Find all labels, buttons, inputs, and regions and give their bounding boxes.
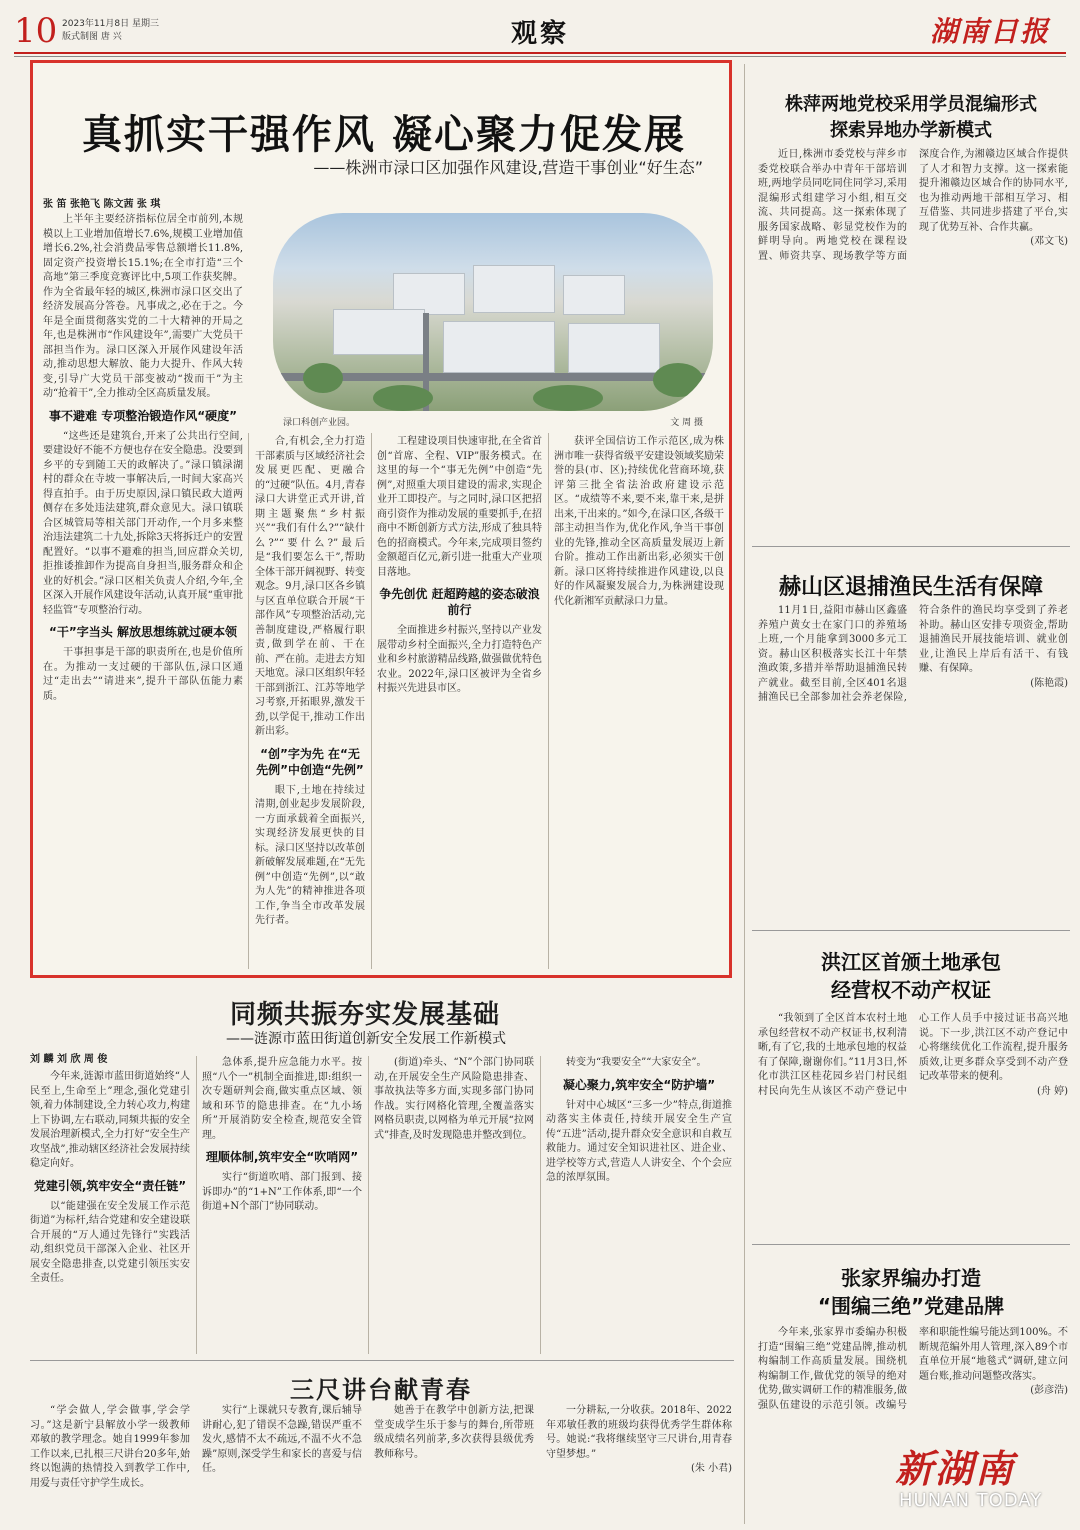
lead-col1-body: “这些还是建筑台,开来了公共出行空间,要建设好不能不方便也存在安全隐患。没要到乡平的专到随工天的政解决了。”渌口镇渌湖村的群众在寺坡一事解决后,一时间大家高兴得直拍手。由于历史原因,渌口镇民政大道两侧存在多处违法建筑,群众意见大。渌口镇联合区城管局等相关部门开动作,一个月多来整治违法建筑二十九处,拆除3天将拆迁户的安置配置好。“以事不避难的担当,回应群众关切,拒推诿推卸作为提高自身担当,服务群众和企业的好机会。”渌口区相关负责人介绍,今年,全区深入开展作风建设年活动,认真开展“重审批轻监管”专项整治行动。 bbox=[43, 430, 243, 616]
column-divider bbox=[540, 1056, 541, 1354]
lead-col3-subhead: 争先创优 赶超跨越的姿态破浪前行 bbox=[379, 587, 540, 617]
story-lianyuan-subhead-1: 党建引领,筑牢安全“责任链” bbox=[33, 1178, 187, 1193]
hunan-today-watermark bbox=[895, 1438, 1075, 1528]
lead-headline: 真抓实干强作风 凝心聚力促发展 bbox=[82, 112, 686, 158]
column-divider bbox=[371, 433, 372, 969]
story-zhuping-title-2: 探索异地办学新模式 bbox=[830, 120, 992, 141]
story-teacher-author: (朱 小君) bbox=[691, 1463, 732, 1474]
lead-col2-body: 合,有机会,全力打造干部素质与区域经济社会发展更匹配、更融合的“过硬”队伍。4月,青春渌口大讲堂正式开讲,首期主题聚焦“乡村振兴”“我们有什么?”“缺什么?”“要什么?”最后是“我们要怎么干”,帮助全体干部开阔视野、转变观念。9月,渌口区各乡镇与区直单位联合开展“干部作风”专项整治活动,完善制度建设,严格履行职责,做到学在前、干在前、严在前。走进去方知天地宽。渌口区组织年轻干部到浙江、江苏等地学习考察,开拓眼界,激发干劲,以学促干,推动工作出新出彩。 bbox=[255, 436, 365, 737]
story-hongjiang-text: “我领到了全区首本农村土地承包经营权不动产权证书,权利清晰,有了它,我的土地承包地的权益有了保障,谢谢你们。”11月3日,怀化市洪江区桂花园乡岩门村民组村民向先生从该区不动产登记中心工作人员手中接过证书高兴地说。下一步,洪江区不动产登记中心将继续优化工作流程,提升服务质效,让更多群众享受到不动产登记改革带来的便利。 bbox=[758, 1013, 1068, 1097]
lead-col1-intro: 上半年主要经济指标位居全市前列,本规模以上工业增加值增长7.6%,规模工业增加值增长6.2%,社会消费品零售总额增长11.8%,固定资产投资增长15.1%;在全市打造“三个高地”第三季度竞赛评比中,5项工作获奖牌。作为全省最年轻的城区,株洲市渌口区交出了经济发展高分答卷。凡事成之,必在于之。今年是全面贯彻落实党的二十大精神的开局之年,也是株洲市“作风建设年”,需要广大党员干部担当作为。渌口区深入开展作风建设年活动,推动思想大解放、能力大提升、作风大转变,引导广大党员干部变被动“拨而干”为主动“抢着干”,全力推动全区高质量发展。 bbox=[43, 214, 243, 399]
story-zhangjiajie-author: (彭彦浩) bbox=[1030, 1385, 1068, 1396]
lead-col1-tail: 干事担事是干部的职责所在,也是价值所在。为推动一支过硬的干部队伍,渌口区通过“走出去”“请进来”,提升干部队伍能力素质。 bbox=[43, 647, 243, 702]
lead-byline: 张 笛 张艳飞 陈文茜 张 琪 bbox=[43, 199, 161, 210]
story-lianyuan-headline: 同频共振夯实发展基础 bbox=[230, 1000, 501, 1030]
page-column-divider bbox=[744, 64, 745, 1524]
story-lianyuan-col4-body-2: 针对中心城区“三多一少”特点,街道推动落实主体责任,持续开展安全生产宣传“五进”活动,提升群众安全意识和自救互救能力。通过安全知识进社区、进企业、进学校等方式,营造人人讲安全、个个会应急的浓厚氛围。 bbox=[546, 1099, 732, 1183]
header-rule bbox=[14, 52, 1066, 54]
section-name: 观察 bbox=[510, 19, 569, 49]
issue-date: 2023年11月8日 星期三 bbox=[62, 19, 159, 29]
page-header bbox=[0, 0, 1080, 56]
lead-col2-subhead: “创”字为先 在“无先例”中创造“先例” bbox=[256, 746, 364, 777]
story-zhuping-author: (邓文飞) bbox=[1030, 236, 1068, 247]
story-lianyuan-byline: 刘 麟 刘 欣 周 俊 bbox=[30, 1054, 108, 1065]
story-zhangjiajie-title-2: “围编三绝”党建品牌 bbox=[817, 1294, 1005, 1318]
story-hongjiang-headline bbox=[752, 948, 1070, 1004]
story-teacher-col2-text: 实行“上课就只专教育,课后辅导讲耐心,犯了错误不急躁,错误严重不发火,感情不太不疏远,不温不火不急躁”原则,深受学生和家长的喜爱与信任。 bbox=[202, 1405, 362, 1474]
story-heshan-text: 11月1日,益阳市赫山区鑫盛养殖户黄女士在家门口的养殖场上班,一个月能拿到3000多元工资。赫山区积极落实长江十年禁渔政策,多措并举帮助退捕渔民转产就业。截至目前,全区401名退捕渔民已全部参加社会养老保险,符合条件的渔民均享受到了养老补助。赫山区安排专项资金,帮助退捕渔民开展技能培训、就业创业,让渔民上岸后有活干、有钱赚、有保障。 bbox=[758, 605, 1068, 703]
lead-column-2 bbox=[255, 435, 365, 971]
story-zhangjiajie-headline bbox=[752, 1264, 1070, 1320]
story-zhangjiajie-title-1: 张家界编办打造 bbox=[841, 1266, 981, 1290]
story-teacher-col-4 bbox=[546, 1404, 732, 1522]
story-divider bbox=[752, 930, 1070, 931]
story-zhuping-headline bbox=[752, 92, 1070, 144]
story-divider bbox=[752, 546, 1070, 547]
story-lianyuan-col2-body-2: 实行“街道吹哨、部门报到、接诉即办”的“1+N”工作体系,即“一个街道+N个部门”协同联动。 bbox=[202, 1172, 362, 1212]
column-divider bbox=[368, 1056, 369, 1354]
story-teacher-col-1 bbox=[30, 1404, 190, 1522]
lead-column-1 bbox=[43, 213, 243, 971]
story-teacher-col-2 bbox=[202, 1404, 362, 1522]
issue-meta bbox=[62, 18, 182, 44]
story-lianyuan-subheadline: ——涟源市蓝田街道创新安全发展工作新模式 bbox=[226, 1031, 506, 1047]
lead-column-3 bbox=[377, 435, 542, 971]
photo-credit: 文 周 摄 bbox=[670, 418, 703, 428]
story-hongjiang-title-2: 经营权不动产权证 bbox=[831, 978, 991, 1002]
watermark-english: HUNAN TODAY bbox=[899, 1490, 1043, 1511]
story-zhuping-title-1: 株萍两地党校采用学员混编形式 bbox=[785, 94, 1037, 115]
story-teacher-col4-text: 一分耕耘,一分收获。2018年、2022年邓敏任教的班级均获得优秀学生群体称号。她说:“我将继续坚守三尺讲台,用青春守望梦想。” bbox=[546, 1405, 732, 1460]
photo-caption bbox=[283, 415, 703, 428]
watermark-chinese: 新湖南 bbox=[895, 1447, 1016, 1491]
column-divider bbox=[248, 433, 249, 969]
lead-article bbox=[30, 60, 732, 978]
story-lianyuan-col4-body: 转变为“我要安全”“大家安全”。 bbox=[566, 1057, 707, 1068]
column-divider bbox=[548, 433, 549, 969]
story-lianyuan-col3-body: (街道)牵头、“N”个部门协同联动,在开展安全生产风险隐患排查、事故执法等多方面,实现多部门协同作战。实行网格化管理,全覆盖落实网格员职责,以网格为单元开展“拉网式”排查,及时发现隐患并整改到位。 bbox=[374, 1057, 534, 1141]
story-hongjiang-body bbox=[758, 1012, 1068, 1236]
story-teacher-headline: 三尺讲台献青春 bbox=[290, 1376, 472, 1404]
story-teacher-col-3 bbox=[374, 1404, 534, 1522]
story-lianyuan-subhead-3: 凝心聚力,筑牢安全“防护墙” bbox=[562, 1077, 716, 1092]
story-zhuping-text: 近日,株洲市委党校与萍乡市委党校联合举办中青年干部培训班,两地学员同吃同住同学习,采用混编形式组建学习小组,相互交流、共同提高。这一探索体现了服务国家战略、彰显党校作为的鲜明导向。两地党校在课程设置、师资共享、现场教学等方面深度合作,为湘赣边区域合作提供了人才和智力支撑。这一探索能提升湘赣边区域合作的协同水平,也为推动两地干部相互学习、相互借鉴、共同进步搭建了平台,实现了优势互补、合作共赢。 bbox=[758, 149, 1068, 262]
column-divider bbox=[196, 1056, 197, 1354]
story-heshan-headline: 赫山区退捕渔民生活有保障 bbox=[778, 575, 1043, 600]
lead-col1-subhead-1: 事不避难 专项整治锻造作风“硬度” bbox=[49, 408, 237, 423]
photo-caption-text: 渌口科创产业园。 bbox=[283, 418, 356, 428]
lead-col1-subhead-2: “干”字当头 解放思想练就过硬本领 bbox=[49, 625, 237, 639]
lead-column-4 bbox=[554, 435, 724, 971]
story-lianyuan-col2-body: 急体系,提升应急能力水平。按照“八个一”机制全面推进,即:组织一次专题研判会商,做实重点区域、领域和环节的隐患排查。在“九小场所”开展消防安全检查,规范安全管理。 bbox=[202, 1057, 362, 1141]
story-divider bbox=[752, 1244, 1070, 1245]
page-number: 10 bbox=[14, 11, 58, 51]
story-zhuping-body bbox=[758, 148, 1068, 536]
story-hongjiang-title-1: 洪江区首颁土地承包 bbox=[821, 950, 1001, 974]
story-lianyuan-col-1 bbox=[30, 1070, 190, 1354]
story-heshan-author: (陈艳霞) bbox=[1030, 677, 1068, 689]
story-heshan-body bbox=[758, 604, 1068, 920]
story-lianyuan-col-2 bbox=[202, 1056, 362, 1354]
story-lianyuan-subhead-2: 理顺体制,筑牢安全“吹哨网” bbox=[205, 1150, 359, 1164]
lead-col2-body-2: 眼下,土地在持续过清期,创业起步发展阶段,一方面承载着全面振兴,实现经济发展更快的目标。渌口区坚持以改革创新破解发展难题,在“无先例”中创造“先例”,以“敢为人先”的精神推进各项工作,争当全市改革发展先行者。 bbox=[255, 784, 365, 926]
story-teacher-col3-text: 她善于在教学中创新方法,把课堂变成学生乐于参与的舞台,所带班级成绩名列前茅,多次获得县级优秀教师称号。 bbox=[374, 1405, 534, 1460]
header-rule-thin bbox=[14, 56, 1066, 57]
story-lianyuan-col1-body: 以“能建强在安全发展工作示范街道”为标杆,结合党建和安全建设联合开展的“万人通过先锋行”实践活动,组织党员干部深入企业、社区开展安全隐患排查,以党建引领压实安全责任。 bbox=[30, 1200, 190, 1284]
lead-col3-body-2: 全面推进乡村振兴,坚持以产业发展带动乡村全面振兴,全力打造特色产业和乡村旅游精品线路,做强做优特色农业。2022年,渌口区被评为全省乡村振兴先进县市区。 bbox=[377, 625, 542, 694]
story-zhangjiajie-text: 今年来,张家界市委编办积极打造“围编三绝”党建品牌,推动机构编制工作高质量发展。围绕机构编制工作,做优党的领导的绝对优势,做实调研工作的精准服务,做强队伍建设的示范引领。改编号率和职能性编号能达到100%。不断规范编外用人管理,深入89个市直单位开展“地毯式”调研,建立问题台账,推动问题整改落实。 bbox=[758, 1327, 1068, 1411]
story-lianyuan-col-3 bbox=[374, 1056, 534, 1354]
lead-col3-body: 工程建设项目快速审批,在全省首创“首席、全程、VIP”服务模式。在这里的每一个“事无先例”中创造“先例”,对照重大项目建设的需求,实现企业开工即投产。与之同时,渌口区把招商引资作为推动发展的重要抓手,在招商中不断创新方式方法,形成了独具特色的招商模式。今年来,完成项目签约金额超百亿元,新引进一批重大产业项目落地。 bbox=[377, 436, 542, 578]
story-teacher-col1-text: “学会做人,学会做事,学会学习。”这是新宁县解放小学一级教师邓敏的教学理念。她自1999年参加工作以来,已扎根三尺讲台20多年,始终以饱满的热情投入到教学工作中,用爱与责任守护学生成长。 bbox=[30, 1405, 190, 1489]
industrial-park-photo bbox=[273, 213, 713, 411]
story-lianyuan-intro: 今年来,涟源市蓝田街道始终“人民至上,生命至上”理念,强化党建引领,着力体制建设,全力转心攻力,构建上下协调,左右联动,同频共振的安全发展治理新模式,全力打好“安全生产攻坚战”,推动辖区经济社会发展持续稳定向好。 bbox=[30, 1071, 190, 1169]
issue-editors: 版式制图 唐 兴 bbox=[62, 32, 122, 42]
story-hongjiang-author: (舟 婷) bbox=[1037, 1085, 1068, 1097]
newspaper-logo: 湖南日报 bbox=[930, 15, 1051, 48]
lead-subheadline: ——株洲市渌口区加强作风建设,营造干事创业“好生态” bbox=[313, 158, 703, 177]
story-lianyuan-col-4 bbox=[546, 1056, 732, 1354]
story-divider bbox=[30, 1360, 734, 1361]
lead-col4-body: 获评全国信访工作示范区,成为株洲市唯一获得省级平安建设领域奖励荣誉的县(市、区);持续优化营商环境,获评第三批全省法治政府建设示范区。“成绩等不来,要不来,靠干来,是拼出来,干出来的。”如今,在渌口区,各级干部主动担当作为,优化作风,争当干事创业的先锋,推动全区高质量发展迈上新台阶。推动工作出新出彩,必须实干创新。渌口区将持续推进作风建设,以良好的作风凝聚发展合力,为株洲建设现代化新湘军贡献渌口力量。 bbox=[554, 436, 724, 607]
